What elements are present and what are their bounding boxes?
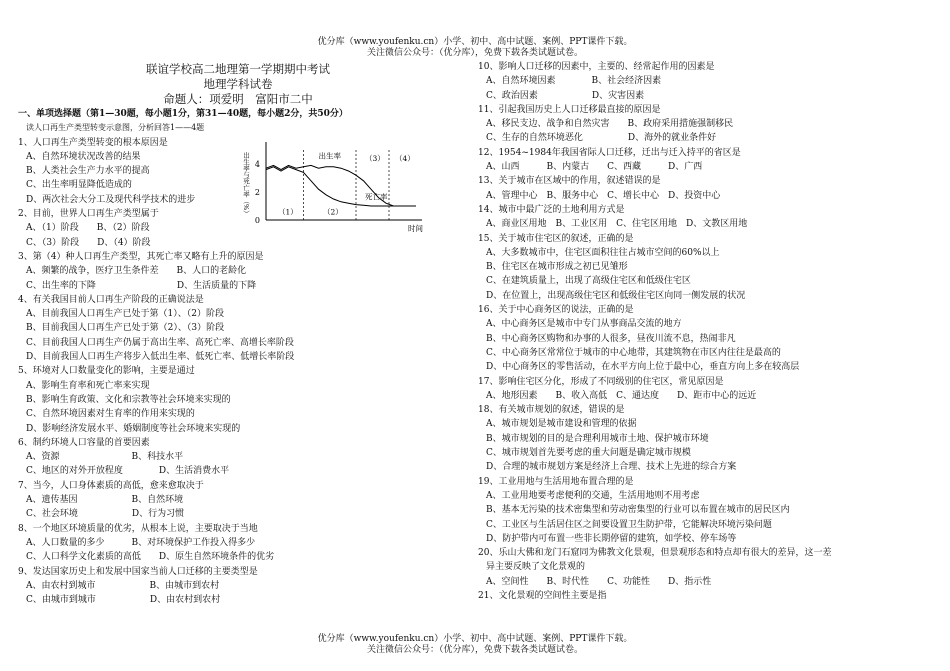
- series-line-0: [266, 165, 416, 206]
- death-rate-label: 死亡率: [365, 192, 388, 202]
- question-option: B、目前我国人口再生产已处于第（2）、（3）阶段: [26, 323, 225, 334]
- question-option: 异主要反映了文化景观的: [486, 562, 586, 573]
- question-option: B、基本无污染的技术密集型和劳动密集型的行业可以布置在城市的居民区内: [486, 505, 790, 516]
- question-stem: 8、一个地区环境质量的优劣，从根本上说，主要取决于当地: [18, 523, 258, 534]
- question-option: B、影响生育政策、文化和宗教等社会环境来实现的: [26, 394, 231, 405]
- header-watermark: [0, 37, 950, 59]
- question-option: D、影响经济发展水平、婚姻制度等社会环境来实现的: [26, 423, 241, 434]
- question-option: C、（3）阶段 D、（4）阶段: [26, 237, 151, 248]
- question-option: B、人类社会生产力水平的提高: [26, 166, 150, 177]
- question-option: A、移民支边、战争和自然灾害 B、政府采用措施强制移民: [486, 119, 734, 130]
- question-option: C、城市规划首先要考虑的重大问题是确定城市规模: [486, 448, 691, 459]
- series-line-1: [266, 167, 416, 206]
- question-option: A、工业用地要考虑便利的交通，生活用地则不用考虑: [486, 490, 700, 501]
- question-option: C、社会环境 D、行为习惯: [26, 509, 185, 520]
- question-option: C、人口科学文化素质的高低 D、原生自然环境条件的优劣: [26, 552, 275, 563]
- question-option: A、（1）阶段 B、（2）阶段: [26, 223, 150, 234]
- stage-label: （1）: [278, 207, 298, 217]
- question-option: B、城市规划的目的是合理利用城市土地、保护城市环境: [486, 433, 709, 444]
- question-option: D、中心商务区的零售活动，在水平方向上位于最中心，垂直方向上多在较高层: [486, 362, 800, 373]
- question-stem: 13、关于城市在区域中的作用，叙述错误的是: [478, 176, 661, 187]
- question-option: A、管理中心 B、服务中心 C、增长中心 D、投资中心: [486, 190, 721, 201]
- question-stem: 2、目前，世界人口再生产类型属于: [18, 209, 159, 220]
- question-option: A、资源 B、科技水平: [26, 452, 184, 463]
- population-transition-chart: [238, 140, 428, 235]
- question-option: D、防护带内可布置一些非长期停留的建筑，如学校、停车场等: [486, 533, 737, 544]
- question-stem: 14、城市中最广泛的土地利用方式是: [478, 204, 625, 215]
- y-tick-label: 0: [254, 216, 260, 225]
- exam-subtitle: 地理学科试卷: [203, 77, 273, 91]
- stage-label: （3）: [365, 154, 385, 164]
- question-option: A、自然环境状况改善的结果: [26, 151, 141, 162]
- question-option: A、中心商务区是城市中专门从事商品交流的地方: [486, 319, 682, 330]
- question-option: A、城市规划是城市建设和管理的依据: [486, 419, 637, 430]
- y-axis-label: 出生率与死亡率（%）: [242, 152, 250, 217]
- question-option: D、两次社会大分工及现代科学技术的进步: [26, 194, 196, 205]
- exam-author: 命题人：项爱明 富阳市二中: [163, 92, 313, 106]
- question-stem: 20、乐山大佛和龙门石窟同为佛教文化景观，但景观形态和特点却有很大的差异，这一差: [478, 548, 832, 559]
- question-stem: 3、第（4）种人口再生产类型，其死亡率又略有上升的原因是: [18, 251, 264, 262]
- question-option: D、合理的城市规划方案是经济上合理、技术上先进的综合方案: [486, 462, 737, 473]
- birth-rate-label: 出生率: [318, 151, 341, 161]
- question-option: C、在建筑质量上，出现了高级住宅区和低级住宅区: [486, 276, 691, 287]
- question-option: A、山西 B、内蒙古 C、西藏 D、广西: [486, 162, 703, 173]
- question-stem: 9、发达国家历史上和发展中国家当前人口迁移的主要类型是: [18, 566, 258, 577]
- question-option: C、由城市到城市 D、由农村到农村: [26, 595, 221, 606]
- question-stem: 16、关于中心商务区的说法，正确的是: [478, 305, 634, 316]
- footer-line-1: 优分库（www.youfenku.cn）小学、初中、高中试题、案例、PPT课件下载。: [317, 634, 633, 644]
- question-option: A、频繁的战争，医疗卫生条件差 B、人口的老龄化: [26, 266, 247, 277]
- question-option: A、由农村到城市 B、由城市到农村: [26, 580, 220, 591]
- question-option: A、商业区用地 B、工业区用 C、住宅区用地 D、文教区用地: [486, 219, 748, 230]
- question-option: A、影响生育率和死亡率来实现: [26, 380, 150, 391]
- header-line-2: 关注微信公众号：（优分库），免费下载各类试题试卷。: [366, 48, 583, 58]
- footer-line-2: 关注微信公众号：（优分库），免费下载各类试题试卷。: [366, 645, 583, 655]
- question-stem: 21、文化景观的空间性主要是指: [478, 590, 607, 601]
- stage-label: （4）: [395, 154, 415, 164]
- question-stem: 15、关于城市住宅区的叙述，正确的是: [478, 233, 634, 244]
- right-questions: [478, 60, 938, 603]
- question-option: B、中心商务区购物和办事的人很多，昼夜川流不息，热闹非凡: [486, 333, 736, 344]
- question-option: D、目前我国人口再生产将步入低出生率、低死亡率、低增长率阶段: [26, 352, 295, 363]
- question-option: C、自然环境因素对生育率的作用来实现的: [26, 409, 195, 420]
- question-stem: 4、有关我国目前人口再生产阶段的正确说法是: [18, 294, 204, 305]
- question-option: A、空间性 B、时代性 C、功能性 D、指示性: [486, 576, 712, 587]
- question-option: A、自然环境因素 B、社会经济因素: [486, 76, 662, 87]
- question-stem: 18、有关城市规划的叙述，错误的是: [478, 405, 625, 416]
- y-tick-label: 4: [254, 160, 260, 169]
- question-option: C、目前我国人口再生产仍属于高出生率、高死亡率、高增长率阶段: [26, 337, 294, 348]
- instruction: 读人口再生产类型转变示意图，分析回答1——4题: [26, 123, 205, 133]
- question-option: C、政治因素 D、灾害因素: [486, 90, 645, 101]
- question-stem: 19、工业用地与生活用地布置合理的是: [478, 476, 634, 487]
- question-option: D、在位置上，出现高级住宅区和低级住宅区向同一侧发展的状况: [486, 290, 746, 301]
- question-option: C、地区的对外开放程度 D、生活消费水平: [26, 466, 230, 477]
- header-line-1: 优分库（www.youfenku.cn）小学、初中、高中试题、案例、PPT课件下载。: [317, 37, 633, 47]
- question-option: C、中心商务区常常位于城市的中心地带，其建筑物在市区内往往是最高的: [486, 347, 781, 358]
- y-tick-label: 2: [254, 188, 260, 197]
- question-stem: 5、环境对人口数量变化的影响，主要是通过: [18, 366, 195, 377]
- question-option: A、人口数量的多少 B、对环境保护工作投入得多少: [26, 537, 256, 548]
- question-stem: 17、影响住宅区分化，形成了不同级别的住宅区，常见原因是: [478, 376, 724, 387]
- question-option: C、出生率明显降低造成的: [26, 180, 132, 191]
- question-option: A、大多数城市中，住宅区面积往往占城市空间的60%以上: [486, 247, 720, 258]
- question-stem: 6、制约环境人口容量的首要因素: [18, 437, 150, 448]
- question-stem: 12、1954~1984年我国省际人口迁移，迁出与迁入持平的省区是: [478, 147, 741, 158]
- footer-watermark: [0, 634, 950, 656]
- question-stem: 1、人口再生产类型转变的根本原因是: [18, 137, 168, 148]
- question-stem: 10、影响人口迁移的因素中，主要的、经常起作用的因素是: [478, 62, 715, 72]
- question-option: A、目前我国人口再生产已处于第（1）、（2）阶段: [26, 309, 224, 320]
- question-stem: 11、引起我国历史上人口迁移最直接的原因是: [478, 104, 661, 115]
- x-axis-label: 时间: [408, 224, 423, 233]
- question-option: C、工业区与生活居住区之间要设置卫生防护带，它能解决环境污染问题: [486, 519, 772, 530]
- question-option: A、地形因素 B、收入高低 C、通达度 D、距市中心的远近: [486, 390, 757, 401]
- right-column: [478, 60, 938, 603]
- question-option: A、遗传基因 B、自然环境: [26, 495, 184, 506]
- section-heading: 一、单项选择题（第1—30题，每小题1分，第31—40题，每小题2分，共50分）: [18, 109, 348, 119]
- question-option: C、出生率的下降 D、生活质量的下降: [26, 280, 257, 291]
- question-option: C、生存的自然环境恶化 D、海外的就业条件好: [486, 133, 717, 144]
- question-stem: 7、当今，人口身体素质的高低，愈来愈取决于: [18, 480, 204, 491]
- exam-title: 联谊学校高二地理第一学期期中考试: [146, 62, 330, 76]
- stage-label: （2）: [323, 207, 343, 217]
- question-option: B、住宅区在城市形成之初已见雏形: [486, 262, 628, 273]
